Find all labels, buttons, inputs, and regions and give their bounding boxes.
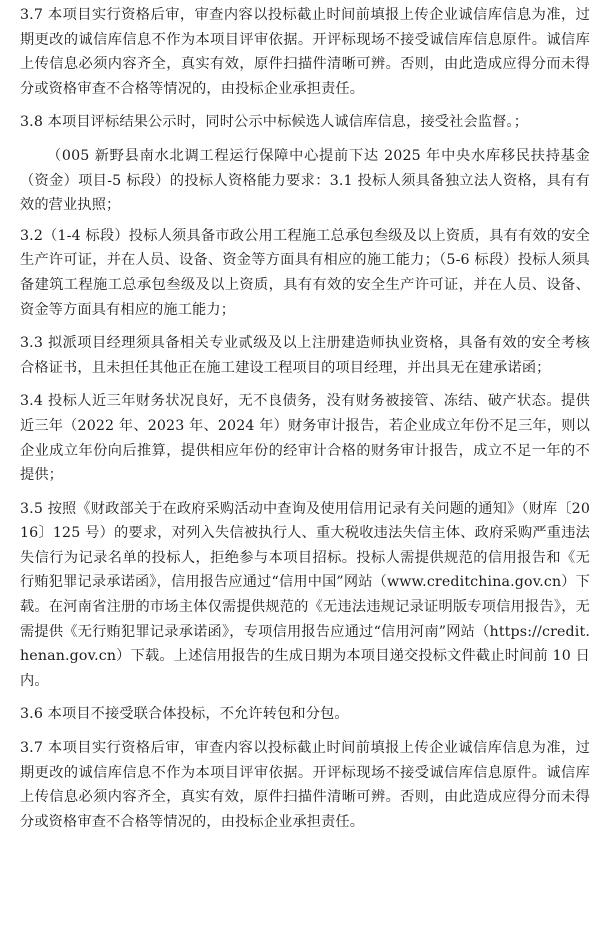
qualification-intro-3-1: （005 新野县南水北调工程运行保障中心提前下达 2025 年中央水库移民扶持基金（资金）项目-5 标段）的投标人资格能力要求：3.1 投标人须具备独立法人资格，具有有效的营业执照； [20, 147, 590, 214]
clause-3-5: 3.5 按照《财政部关于在政府采购活动中查询及使用信用记录有关问题的通知》（财库〔2016〕125 号）的要求，对列入失信被执行人、重大税收违法失信主体、政府采购严重违法失信行为记录名单的投标人，拒绝参与本项目招标。投标人需提供规范的信用报告和《无行贿犯罪记录承诺函》，信用报告应通过“信用中国”网站（www.creditchina.gov.cn）下载。在河南省注册的市场主体仅需提供规范的《无违法违规记录证明版专项信用报告》，无需提供《无行贿犯罪记录承诺函》，专项信用报告应通过“信用河南”网站（https://credit.henan.gov.cn）下载。上述信用报告的生成日期为本项目递交投标文件截止时间前 10 日内。 [20, 500, 590, 689]
clause-3-7-top: 3.7 本项目实行资格后审，审查内容以投标截止时间前填报上传企业诚信库信息为准，过期更改的诚信库信息不作为本项目评审依据。开评标现场不接受诚信库信息原件。诚信库上传信息必须内容齐全，真实有效，原件扫描件清晰可辨。否则，由此造成应得分而未得分或资格审查不合格等情况的，由投标企业承担责任。 [20, 7, 590, 97]
clause-3-6: 3.6 本项目不接受联合体投标，不允许转包和分包。 [20, 706, 349, 723]
clause-3-2: 3.2（1-4 标段）投标人须具备市政公用工程施工总承包叁级及以上资质，具有有效的安全生产许可证，并在人员、设备、资金等方面具有相应的施工能力；（5-6 标段）投标人须具备建筑工程施工总承包叁级及以上资质，具有有效的安全生产许可证，并在人员、设备、资金等方面具有相应的施工能力； [20, 227, 590, 318]
clause-3-3: 3.3 拟派项目经理须具备相关专业贰级及以上注册建造师执业资格，具备有效的安全考核合格证书，且未担任其他正在施工建设工程项目的项目经理，并出具无在建承诺函； [20, 335, 590, 376]
clause-3-4: 3.4 投标人近三年财务状况良好，无不良债务，没有财务被接管、冻结、破产状态。提供近三年（2022 年、2023 年、2024 年）财务审计报告，若企业成立年份不足三年，则以企业成立年份向后推算，提供相应年份的经审计合格的财务审计报告，成立不足一年的不提供； [20, 393, 590, 484]
clause-3-8: 3.8 本项目评标结果公示时，同时公示中标候选人诚信库信息，接受社会监督。； [20, 114, 529, 131]
clause-3-7-bottom: 3.7 本项目实行资格后审，审查内容以投标截止时间前填报上传企业诚信库信息为准，过期更改的诚信库信息不作为本项目评审依据。开评标现场不接受诚信库信息原件。诚信库上传信息必须内容齐全，真实有效，原件扫描件清晰可辨。否则，由此造成应得分而未得分或资格审查不合格等情况的，由投标企业承担责任。 [20, 740, 590, 830]
